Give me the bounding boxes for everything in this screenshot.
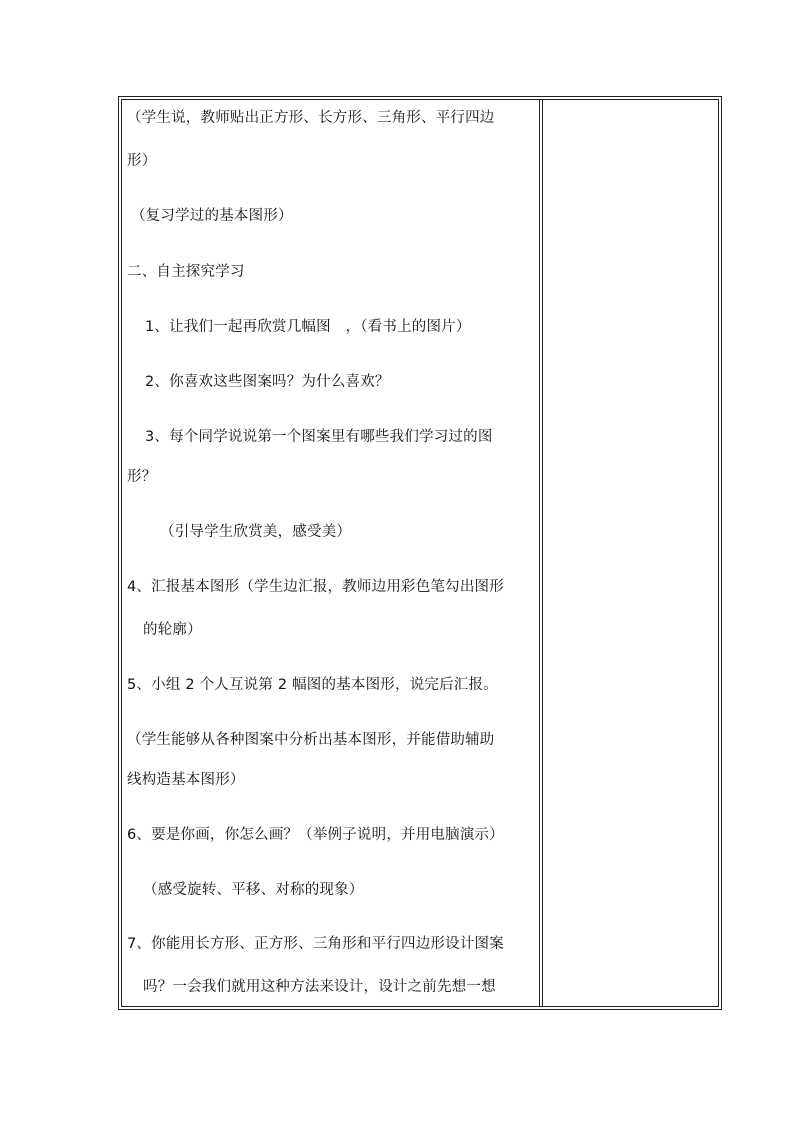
text-line: （学生说，教师贴出正方形、长方形、三角形、平行四边: [127, 110, 495, 126]
table-inner-border: [121, 99, 719, 1007]
section-heading: 二、自主探究学习: [127, 264, 245, 280]
text-line: 4、汇报基本图形（学生边汇报，教师边用彩色笔勾出图形: [127, 579, 504, 595]
text-line: 形？: [127, 469, 157, 485]
text-line: （引导学生欣赏美，感受美）: [160, 524, 352, 540]
text-line: 线构造基本图形）: [127, 772, 245, 788]
text-line: 5、小组 2 个人互说第 2 幅图的基本图形，说完后汇报。: [127, 677, 498, 693]
column-divider: [542, 99, 543, 1007]
text-line: 形）: [127, 153, 157, 169]
text-line: 2、你喜欢这些图案吗？为什么喜欢？: [145, 374, 390, 390]
text-line: （学生能够从各种图案中分析出基本图形，并能借助辅助: [127, 732, 495, 748]
text-line: 吗？一会我们就用这种方法来设计，设计之前先想一想: [143, 979, 496, 995]
column-divider: [539, 99, 540, 1007]
text-line: 1、让我们一起再欣赏几幅图 ，（看书上的图片）: [145, 319, 471, 335]
text-line: 6、要是你画，你怎么画？（举例子说明，并用电脑演示）: [127, 827, 504, 843]
text-line: （复习学过的基本图形）: [131, 208, 293, 224]
text-line: （感受旋转、平移、对称的现象）: [143, 882, 364, 898]
text-line: 的轮廓）: [143, 622, 202, 638]
text-line: 3、每个同学说说第一个图案里有哪些我们学习过的图: [145, 429, 493, 445]
text-line: 7、你能用长方形、正方形、三角形和平行四边形设计图案: [127, 936, 504, 952]
